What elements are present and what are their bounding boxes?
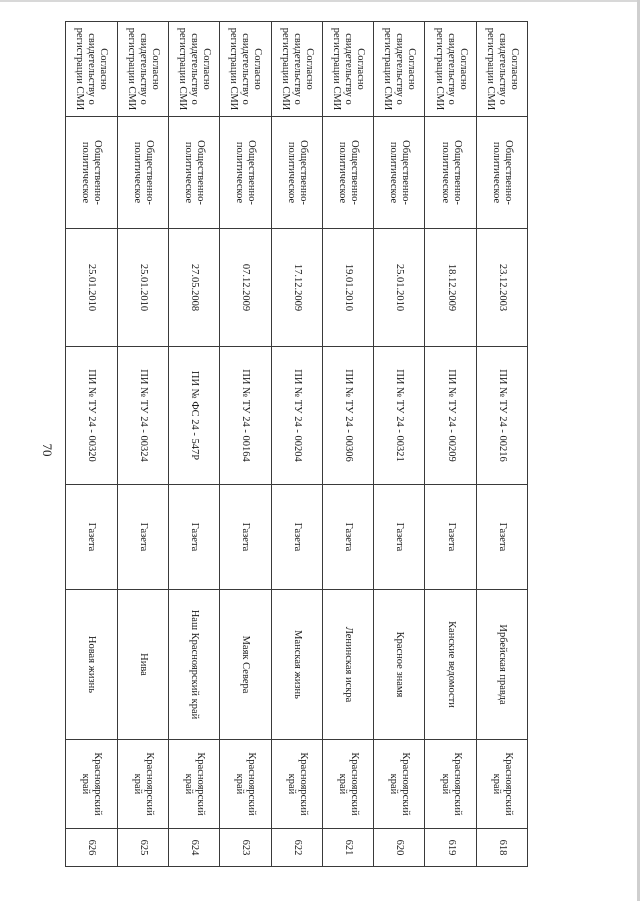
media-form-cell: Газета bbox=[322, 485, 373, 590]
registration-number-cell: ПИ № ТУ 24 - 00216 bbox=[476, 347, 527, 485]
media-form-cell: Газета bbox=[117, 485, 168, 590]
media-form-cell: Газета bbox=[476, 485, 527, 590]
region-cell: Красноярский край bbox=[168, 740, 219, 829]
registration-date-cell: 25.01.2010 bbox=[374, 229, 425, 347]
region-cell: Красноярский край bbox=[322, 740, 373, 829]
registration-number-cell: ПИ № ТУ 24 - 00209 bbox=[425, 347, 476, 485]
table-row bbox=[476, 22, 527, 867]
remark-cell: Согласно свидетельству о регистрации СМИ bbox=[117, 22, 168, 117]
table-row bbox=[117, 22, 168, 867]
page-number: 70 bbox=[40, 443, 55, 457]
region-cell: Красноярский край bbox=[117, 740, 168, 829]
remark-cell: Согласно свидетельству о регистрации СМИ bbox=[220, 22, 271, 117]
table-row bbox=[322, 22, 373, 867]
row-number-cell: 619 bbox=[425, 829, 476, 867]
remark-cell: Согласно свидетельству о регистрации СМИ bbox=[476, 22, 527, 117]
media-name-cell: Ирбейская правда bbox=[476, 590, 527, 740]
scan-edge-top bbox=[0, 0, 640, 2]
row-number-cell: 626 bbox=[66, 829, 117, 867]
registration-date-cell: 19.01.2010 bbox=[322, 229, 373, 347]
content-type-cell: Общественно-политическое bbox=[220, 117, 271, 229]
row-number-cell: 622 bbox=[271, 829, 322, 867]
registration-number-cell: ПИ № ТУ 24 - 00321 bbox=[374, 347, 425, 485]
registration-date-cell: 18.12.2009 bbox=[425, 229, 476, 347]
content-type-cell: Общественно-политическое bbox=[117, 117, 168, 229]
row-number-cell: 620 bbox=[374, 829, 425, 867]
region-cell: Красноярский край bbox=[425, 740, 476, 829]
row-number-cell: 623 bbox=[220, 829, 271, 867]
registration-number-cell: ПИ № ФС 24 - 547Р bbox=[168, 347, 219, 485]
region-cell: Красноярский край bbox=[476, 740, 527, 829]
remark-cell: Согласно свидетельству о регистрации СМИ bbox=[66, 22, 117, 117]
media-name-cell: Новая жизнь bbox=[66, 590, 117, 740]
region-cell: Красноярский край bbox=[66, 740, 117, 829]
remark-cell: Согласно свидетельству о регистрации СМИ bbox=[271, 22, 322, 117]
registration-date-cell: 23.12.2003 bbox=[476, 229, 527, 347]
table-row bbox=[66, 22, 117, 867]
remark-cell: Согласно свидетельству о регистрации СМИ bbox=[168, 22, 219, 117]
media-name-cell: Канские ведомости bbox=[425, 590, 476, 740]
registration-date-cell: 25.01.2010 bbox=[66, 229, 117, 347]
region-cell: Красноярский край bbox=[220, 740, 271, 829]
row-number-cell: 618 bbox=[476, 829, 527, 867]
media-form-cell: Газета bbox=[425, 485, 476, 590]
media-form-cell: Газета bbox=[271, 485, 322, 590]
content-type-cell: Общественно-политическое bbox=[66, 117, 117, 229]
media-name-cell: Наш Красноярский край bbox=[168, 590, 219, 740]
content-type-cell: Общественно-политическое bbox=[476, 117, 527, 229]
registration-date-cell: 17.12.2009 bbox=[271, 229, 322, 347]
table-row bbox=[220, 22, 271, 867]
registration-date-cell: 27.05.2008 bbox=[168, 229, 219, 347]
registration-date-cell: 07.12.2009 bbox=[220, 229, 271, 347]
row-number-cell: 624 bbox=[168, 829, 219, 867]
table-row bbox=[425, 22, 476, 867]
table-row bbox=[271, 22, 322, 867]
row-number-cell: 625 bbox=[117, 829, 168, 867]
media-name-cell: Красное знамя bbox=[374, 590, 425, 740]
remark-cell: Согласно свидетельству о регистрации СМИ bbox=[322, 22, 373, 117]
registration-number-cell: ПИ № ТУ 24 - 00320 bbox=[66, 347, 117, 485]
content-type-cell: Общественно-политическое bbox=[374, 117, 425, 229]
registration-number-cell: ПИ № ТУ 24 - 00204 bbox=[271, 347, 322, 485]
remark-cell: Согласно свидетельству о регистрации СМИ bbox=[425, 22, 476, 117]
region-cell: Красноярский край bbox=[271, 740, 322, 829]
content-type-cell: Общественно-политическое bbox=[168, 117, 219, 229]
content-type-cell: Общественно-политическое bbox=[271, 117, 322, 229]
registration-number-cell: ПИ № ТУ 24 - 00324 bbox=[117, 347, 168, 485]
registration-number-cell: ПИ № ТУ 24 - 00306 bbox=[322, 347, 373, 485]
content-type-cell: Общественно-политическое bbox=[322, 117, 373, 229]
registration-date-cell: 25.01.2010 bbox=[117, 229, 168, 347]
registry-table bbox=[65, 21, 528, 867]
table-row bbox=[168, 22, 219, 867]
registry-table-container bbox=[66, 21, 528, 866]
table-row bbox=[374, 22, 425, 867]
media-name-cell: Манская жизнь bbox=[271, 590, 322, 740]
media-form-cell: Газета bbox=[168, 485, 219, 590]
content-type-cell: Общественно-политическое bbox=[425, 117, 476, 229]
media-form-cell: Газета bbox=[374, 485, 425, 590]
registry-table-body bbox=[66, 22, 528, 867]
media-name-cell: Маяк Севера bbox=[220, 590, 271, 740]
region-cell: Красноярский край bbox=[374, 740, 425, 829]
registration-number-cell: ПИ № ТУ 24 - 00164 bbox=[220, 347, 271, 485]
media-name-cell: Нива bbox=[117, 590, 168, 740]
media-form-cell: Газета bbox=[220, 485, 271, 590]
remark-cell: Согласно свидетельству о регистрации СМИ bbox=[374, 22, 425, 117]
row-number-cell: 621 bbox=[322, 829, 373, 867]
media-form-cell: Газета bbox=[66, 485, 117, 590]
media-name-cell: Ленинская искра bbox=[322, 590, 373, 740]
